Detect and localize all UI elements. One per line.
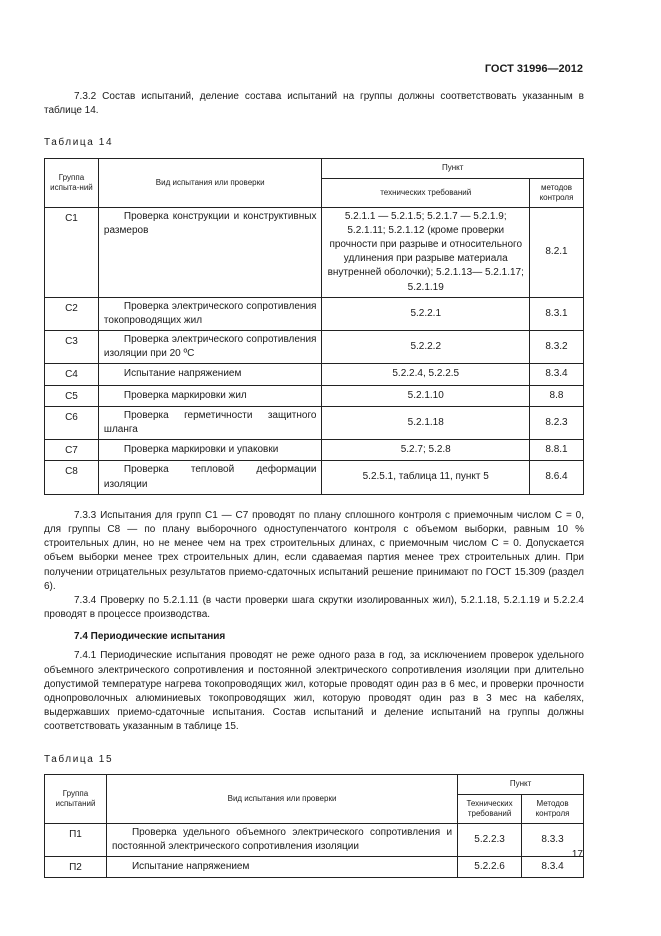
group-cell: С7: [45, 440, 99, 461]
methods-cell: 8.3.4: [522, 857, 584, 878]
table-row: [45, 207, 584, 297]
table-15-header-type: Вид испытания или проверки: [106, 774, 457, 823]
methods-cell: 8.3.3: [522, 823, 584, 856]
table-15: [44, 774, 584, 879]
test-name-cell: Проверка герметичности защитного шланга: [98, 406, 322, 439]
table-14-header-tech: технических требований: [322, 178, 530, 207]
table-row: [45, 331, 584, 364]
table-14-caption: Таблица 14: [44, 137, 114, 149]
methods-cell: 8.2.3: [530, 406, 584, 439]
methods-cell: 8.2.1: [530, 207, 584, 297]
paragraph-7-3-2: 7.3.2 Состав испытаний, деление состава испытаний на группы должны соответствовать указанным в таблице 14.: [44, 91, 584, 117]
page-number: 17: [571, 849, 583, 860]
group-cell: С4: [45, 364, 99, 385]
group-cell: С3: [45, 331, 99, 364]
tech-req-cell: 5.2.2.3: [458, 823, 522, 856]
table-row: [45, 440, 584, 461]
methods-cell: 8.8: [530, 385, 584, 406]
table-14-header-methods: методов контроля: [530, 178, 584, 207]
table-row: [45, 461, 584, 494]
methods-cell: 8.3.4: [530, 364, 584, 385]
table-row: [45, 857, 584, 878]
methods-cell: 8.3.2: [530, 331, 584, 364]
test-name-cell: Испытание напряжением: [106, 857, 457, 878]
group-cell: П2: [45, 857, 107, 878]
test-name-cell: Испытание напряжением: [98, 364, 322, 385]
tech-req-cell: 5.2.2.2: [322, 331, 530, 364]
group-cell: П1: [45, 823, 107, 856]
table-row: [45, 385, 584, 406]
test-name-cell: Проверка электрического сопротивления изоляции при 20 ºС: [98, 331, 322, 364]
tech-req-cell: 5.2.2.1: [322, 297, 530, 330]
test-name-cell: Проверка маркировки и упаковки: [98, 440, 322, 461]
tech-req-cell: 5.2.5.1, таблица 11, пункт 5: [322, 461, 530, 494]
table-14-header-group: Группа испыта-ний: [45, 158, 99, 207]
test-name-cell: Проверка тепловой деформации изоляции: [98, 461, 322, 494]
group-cell: С6: [45, 406, 99, 439]
document-header: ГОСТ 31996—2012: [484, 63, 583, 75]
tech-req-cell: 5.2.2.4, 5.2.2.5: [322, 364, 530, 385]
table-row: [45, 823, 584, 856]
table-15-caption: Таблица 15: [44, 753, 114, 765]
methods-cell: 8.6.4: [530, 461, 584, 494]
group-cell: С2: [45, 297, 99, 330]
paragraph-7-3-4: 7.3.4 Проверку по 5.2.1.11 (в части проверки шага скрутки изолированных жил), 5.2.1.18, 5.2.1.19 и 5.2.2.4 проводят в процессе производства.: [44, 594, 584, 621]
group-cell: С1: [45, 207, 99, 297]
paragraph-7-4-1: 7.4.1 Периодические испытания проводят не реже одного раза в год, за исключением проверок удельного объемного электрического сопротивления и постоянной электрического сопротивления изоляции при длительно допустимой температуре нагрева токопроводящих жил, которые проводят один раз в 6 мес, и проверки прочности однопроволочных алюминиевых токопроводящих жил, которую проводят один раз в 3 мес на кабелях, выдержавших приемо-сдаточные испытания. Состав испытаний и деление испытаний на группы должны соответствовать указанным в таблице 15.: [44, 650, 584, 733]
tech-req-cell: 5.2.1.18: [322, 406, 530, 439]
test-name-cell: Проверка удельного объемного электрического сопротивления и постоянной электрического сопротивления изоляции: [106, 823, 457, 856]
table-15-header-point: Пункт: [458, 774, 584, 794]
group-cell: С5: [45, 385, 99, 406]
page-content: [44, 90, 584, 878]
table-15-header-group: Группа испытаний: [45, 774, 107, 823]
table-14-header-type: Вид испытания или проверки: [98, 158, 322, 207]
tech-req-cell: 5.2.1.1 — 5.2.1.5; 5.2.1.7 — 5.2.1.9; 5.2.1.11; 5.2.1.12 (кроме проверки прочности при разрыве и относительного удлинения при разрыве материала внутренней оболочки); 5.2.1.13— 5.2.1.17; 5.2.1.19: [322, 207, 530, 297]
table-15-header-tech: Технических требований: [458, 794, 522, 823]
methods-cell: 8.3.1: [530, 297, 584, 330]
tech-req-cell: 5.2.7; 5.2.8: [322, 440, 530, 461]
test-name-cell: Проверка конструкции и конструктивных размеров: [98, 207, 322, 297]
tech-req-cell: 5.2.1.10: [322, 385, 530, 406]
section-heading-7-4: 7.4 Периодические испытания: [74, 631, 226, 643]
group-cell: С8: [45, 461, 99, 494]
table-14: [44, 158, 584, 495]
test-name-cell: Проверка электрического сопротивления токопроводящих жил: [98, 297, 322, 330]
tech-req-cell: 5.2.2.6: [458, 857, 522, 878]
test-name-cell: Проверка маркировки жил: [98, 385, 322, 406]
methods-cell: 8.8.1: [530, 440, 584, 461]
table-row: [45, 364, 584, 385]
paragraph-7-3-3: 7.3.3 Испытания для групп С1 — С7 проводят по плану сплошного контроля с приемочным числом С = 0, для группы С8 — по плану выборочного одноступенчатого контроля с объемом выборки, равным 10 % строительных длин, но не менее чем на трех строительных длинах, с приемочным числом С = 0. Допускается объем выборки менее трех строительных длин, если сдаваемая партия менее трех строительных длин. При получении отрицательных результатов приемо-сдаточных испытаний решение принимают по ГОСТ 15.309 (раздел 6).: [44, 509, 584, 592]
table-row: [45, 406, 584, 439]
table-15-header-methods: Методов контроля: [522, 794, 584, 823]
table-14-header-point: Пункт: [322, 158, 584, 178]
table-row: [45, 297, 584, 330]
